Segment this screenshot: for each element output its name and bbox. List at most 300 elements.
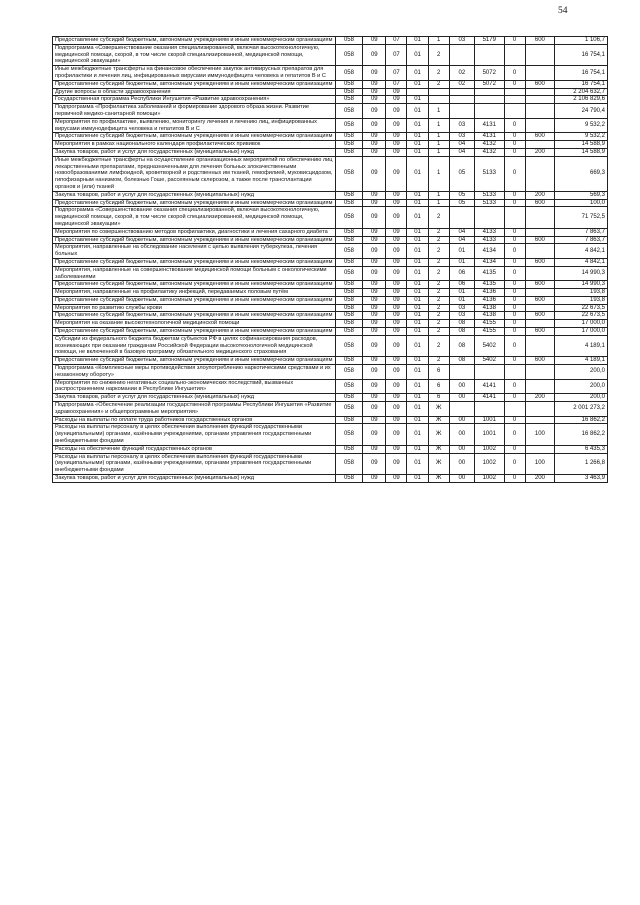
code-ministry: 058 [335,96,362,104]
code-subsection: 09 [386,88,407,96]
row-amount: 2 204 632,7 [555,88,608,96]
code-program: 01 [407,66,428,81]
code-subprogram: 1 [428,191,449,199]
code-subsection: 09 [386,357,407,365]
code-section: 09 [363,258,386,266]
code-expense-type: 600 [525,258,555,266]
row-amount: 16 862,2 [555,416,608,424]
code-event: 04 [449,236,474,244]
row-name: Расходы на выплаты персоналу в целях обеспечения выполнения функций государственными (муниципальными) органами, казёнными учреждениями, органами управления государственными внебюджетными фондами [53,424,336,445]
code-ministry: 058 [335,191,362,199]
code-expense-type: 100 [525,424,555,445]
row-name: Мероприятия по развитию службы крови [53,304,336,312]
code-program: 01 [407,357,428,365]
code-program: 01 [407,445,428,453]
code-event: 01 [449,289,474,297]
row-name: Предоставление субсидий бюджетным, автономным учреждениям и иным некоммерческим организациям [53,296,336,304]
code-event: 03 [449,118,474,133]
row-name: Расходы на обеспечение функций государственных органов [53,445,336,453]
code-subprogram: 1 [428,199,449,207]
row-name: Субсидии из федерального бюджета бюджетам субъектов РФ в целях софинансирования расходов, возникающих при оказании гражданам Российской Федерации высокотехнологичной медицинской помощи, не включенной в базовую программу обязательного медицинского страхования [53,335,336,356]
table-row [53,416,608,424]
code-ministry: 058 [335,133,362,141]
code-section: 09 [363,328,386,336]
row-name: Иные межбюджетные трансферты на осуществление организационных мероприятий по обеспечению лиц лекарственными препаратами, предназначенными для лечения больных злокачественными новообразованиями лимфоидной, кроветворной и родственных им тканей, гемофилией, муковисцидозом, гипофизарным нанизмом, болезнью Гоше, рассеянным склерозом, а также после трансплантации органов и (или) тканей [53,156,336,191]
code-section: 09 [363,228,386,236]
code-event: 00 [449,424,474,445]
code-subsection: 09 [386,289,407,297]
code-program: 01 [407,156,428,191]
table-row [53,228,608,236]
code-direction: 4131 [474,118,504,133]
code-event: 08 [449,320,474,328]
code-program: 01 [407,312,428,320]
code-subsection: 09 [386,402,407,417]
code-subsection: 09 [386,244,407,259]
code-event: 00 [449,394,474,402]
code-subdirection [504,365,525,380]
code-program: 01 [407,80,428,88]
row-name: Мероприятия по профилактике, выявлению, мониторингу лечения и лечению лиц, инфицированных вирусами иммунодефицита человека и гепатитов В и С [53,118,336,133]
code-ministry: 058 [335,281,362,289]
code-subdirection [504,88,525,96]
code-ministry: 058 [335,88,362,96]
code-program: 01 [407,199,428,207]
code-direction: 4133 [474,228,504,236]
budget-table [52,36,608,483]
code-program: 01 [407,424,428,445]
code-direction [474,44,504,65]
row-amount: 9 532,2 [555,133,608,141]
budget-table-body [53,37,608,483]
row-amount: 16 862,2 [555,424,608,445]
table-row [53,96,608,104]
code-subsection: 09 [386,379,407,394]
code-direction [474,207,504,228]
code-subsection: 07 [386,44,407,65]
code-expense-type [525,416,555,424]
code-direction: 5402 [474,335,504,356]
row-name: Закупка товаров, работ и услуг для государственных (муниципальных) нужд [53,394,336,402]
code-ministry: 058 [335,156,362,191]
code-subsection: 09 [386,207,407,228]
code-event: 00 [449,379,474,394]
code-ministry: 058 [335,445,362,453]
code-direction [474,365,504,380]
code-subsection: 09 [386,304,407,312]
code-section: 09 [363,266,386,281]
code-ministry: 058 [335,236,362,244]
code-subprogram: Ж [428,402,449,417]
code-program: 01 [407,96,428,104]
code-direction: 1002 [474,453,504,474]
code-subprogram: 1 [428,148,449,156]
code-subdirection [504,96,525,104]
row-name: Подпрограмма «Профилактика заболеваний и формирование здорового образа жизни. Развитие первичной медико-санитарной помощи» [53,104,336,119]
code-section: 09 [363,133,386,141]
code-program: 01 [407,207,428,228]
code-section: 09 [363,281,386,289]
code-expense-type [525,402,555,417]
code-subdirection: 0 [504,266,525,281]
table-row [53,88,608,96]
table-row [53,244,608,259]
code-subdirection: 0 [504,199,525,207]
code-section: 09 [363,236,386,244]
code-expense-type [525,118,555,133]
code-ministry: 058 [335,141,362,149]
code-program: 01 [407,320,428,328]
code-subprogram: 2 [428,244,449,259]
code-direction: 5402 [474,357,504,365]
code-program [407,88,428,96]
code-ministry: 058 [335,80,362,88]
code-subprogram: 2 [428,44,449,65]
code-subsection: 09 [386,266,407,281]
table-row [53,236,608,244]
code-subprogram: 1 [428,156,449,191]
code-direction [474,96,504,104]
row-name: Иные межбюджетные трансферты на финансовое обеспечение закупок антивирусных препаратов для профилактики и лечения лиц, инфицированных вирусами иммунодефицита человека и гепатитов В и С [53,66,336,81]
row-amount: 14 990,3 [555,266,608,281]
code-subdirection: 0 [504,416,525,424]
row-name: Предоставление субсидий бюджетным, автономным учреждениям и иным некоммерческим организациям [53,199,336,207]
code-subdirection: 0 [504,133,525,141]
code-subsection: 09 [386,191,407,199]
code-subdirection: 0 [504,379,525,394]
row-name: Государственная программа Республики Ингушетия «Развитие здравоохранения» [53,96,336,104]
code-program: 01 [407,141,428,149]
row-name: Мероприятия по снижению негативных социально-экономических последствий, вызванных распространением наркомании в Республике Ингушетия» [53,379,336,394]
code-expense-type [525,44,555,65]
code-direction: 1001 [474,416,504,424]
row-amount: 4 842,1 [555,244,608,259]
code-subdirection: 0 [504,228,525,236]
code-program: 01 [407,244,428,259]
row-name: Закупка товаров, работ и услуг для государственных (муниципальных) нужд [53,191,336,199]
code-event: 04 [449,228,474,236]
code-subprogram: Ж [428,445,449,453]
code-expense-type [525,365,555,380]
code-ministry: 058 [335,416,362,424]
code-subsection: 09 [386,320,407,328]
code-subprogram: 1 [428,141,449,149]
code-subprogram: 2 [428,207,449,228]
code-ministry: 058 [335,228,362,236]
row-name: Другие вопросы в области здравоохранения [53,88,336,96]
code-subdirection: 0 [504,289,525,297]
code-expense-type [525,335,555,356]
row-amount: 200,0 [555,379,608,394]
table-row [53,66,608,81]
row-name: Предоставление субсидий бюджетным, автономным учреждениям и иным некоммерческим организациям [53,236,336,244]
code-event: 06 [449,266,474,281]
code-ministry: 058 [335,335,362,356]
code-ministry: 058 [335,424,362,445]
code-expense-type [525,104,555,119]
code-expense-type: 200 [525,191,555,199]
code-section: 09 [363,37,386,45]
table-row [53,156,608,191]
code-event [449,402,474,417]
code-ministry: 058 [335,394,362,402]
code-subprogram: 2 [428,281,449,289]
code-subprogram: 2 [428,266,449,281]
row-amount: 16 754,1 [555,44,608,65]
table-row [53,394,608,402]
code-ministry: 058 [335,199,362,207]
code-subsection: 09 [386,236,407,244]
code-subsection: 09 [386,312,407,320]
code-subprogram: 2 [428,320,449,328]
code-subprogram: 2 [428,335,449,356]
code-ministry: 058 [335,148,362,156]
row-amount: 4 189,1 [555,335,608,356]
row-name: Предоставление субсидий бюджетным, автономным учреждениям и иным некоммерческим организациям [53,133,336,141]
code-direction: 4136 [474,289,504,297]
code-subsection: 09 [386,453,407,474]
code-subdirection: 0 [504,394,525,402]
code-ministry: 058 [335,258,362,266]
code-event: 02 [449,66,474,81]
row-amount: 9 532,2 [555,118,608,133]
code-section: 09 [363,96,386,104]
code-event: 01 [449,244,474,259]
code-program: 01 [407,191,428,199]
code-expense-type: 600 [525,281,555,289]
code-section: 09 [363,416,386,424]
code-program: 01 [407,258,428,266]
code-event [449,88,474,96]
code-ministry: 058 [335,66,362,81]
code-subprogram: 1 [428,133,449,141]
row-amount: 200,0 [555,365,608,380]
row-amount: 24 790,4 [555,104,608,119]
table-row [53,453,608,474]
code-section: 09 [363,44,386,65]
code-direction: 4138 [474,312,504,320]
code-program: 01 [407,133,428,141]
code-section: 09 [363,296,386,304]
table-row [53,281,608,289]
row-amount: 4 842,1 [555,258,608,266]
code-subprogram: 2 [428,258,449,266]
code-subsection: 09 [386,296,407,304]
row-name: Мероприятия по совершенствованию методов профилактики, диагностики и лечения сахарного диабета [53,228,336,236]
table-row [53,296,608,304]
row-amount: 71 752,5 [555,207,608,228]
code-subprogram: Ж [428,453,449,474]
code-subprogram: 6 [428,379,449,394]
code-subdirection: 0 [504,475,525,483]
code-subsection: 09 [386,199,407,207]
code-subprogram: 2 [428,357,449,365]
code-section: 09 [363,445,386,453]
code-expense-type [525,244,555,259]
code-expense-type: 600 [525,37,555,45]
code-section: 09 [363,104,386,119]
code-subprogram: 2 [428,312,449,320]
code-subprogram: Ж [428,416,449,424]
code-ministry: 058 [335,320,362,328]
code-event: 01 [449,258,474,266]
code-subprogram: 2 [428,289,449,297]
code-expense-type [525,379,555,394]
code-subsection: 09 [386,148,407,156]
table-row [53,207,608,228]
code-program: 01 [407,266,428,281]
code-subsection: 09 [386,104,407,119]
row-amount: 22 673,5 [555,312,608,320]
table-row [53,199,608,207]
code-subsection: 09 [386,141,407,149]
code-section: 09 [363,244,386,259]
row-amount: 17 000,0 [555,320,608,328]
table-row [53,148,608,156]
code-expense-type [525,320,555,328]
code-subsection: 09 [386,328,407,336]
code-section: 09 [363,365,386,380]
code-subdirection: 0 [504,320,525,328]
row-name: Подпрограмма «Совершенствование оказания специализированной, включая высокотехнологичную, медицинской помощи, скорой, в том числе скорой специализированной, медицинской помощи, медицинской эвакуации» [53,44,336,65]
code-subdirection [504,207,525,228]
row-amount: 3 463,9 [555,475,608,483]
row-amount: 200,0 [555,394,608,402]
code-program: 01 [407,475,428,483]
code-direction [474,402,504,417]
code-direction: 4135 [474,281,504,289]
code-program: 01 [407,118,428,133]
code-direction: 4133 [474,236,504,244]
code-expense-type: 600 [525,296,555,304]
code-expense-type [525,88,555,96]
table-row [53,304,608,312]
code-section: 09 [363,141,386,149]
code-subdirection: 0 [504,304,525,312]
code-program: 01 [407,394,428,402]
table-row [53,289,608,297]
code-section: 09 [363,475,386,483]
code-subsection: 07 [386,66,407,81]
code-event: 05 [449,199,474,207]
code-ministry: 058 [335,104,362,119]
code-event: 06 [449,281,474,289]
code-direction [474,104,504,119]
code-ministry: 058 [335,402,362,417]
table-row [53,44,608,65]
code-ministry: 058 [335,207,362,228]
code-expense-type: 200 [525,475,555,483]
code-subdirection: 0 [504,258,525,266]
code-event: 00 [449,475,474,483]
code-program: 01 [407,365,428,380]
row-amount: 4 189,1 [555,357,608,365]
row-name: Предоставление субсидий бюджетным, автономным учреждениям и иным некоммерческим организациям [53,258,336,266]
code-subsection: 09 [386,156,407,191]
code-direction: 4134 [474,258,504,266]
table-row [53,320,608,328]
row-name: Предоставление субсидий бюджетным, автономным учреждениям и иным некоммерческим организациям [53,281,336,289]
code-program: 01 [407,328,428,336]
table-row [53,37,608,45]
code-subsection: 09 [386,228,407,236]
row-name: Мероприятия на оказание высокотехнологичной медицинской помощи [53,320,336,328]
code-direction: 5072 [474,80,504,88]
row-amount: 6 435,3 [555,445,608,453]
code-section: 09 [363,379,386,394]
row-name: Расходы на выплаты по оплате труда работников государственных органов [53,416,336,424]
code-ministry: 058 [335,365,362,380]
code-direction [474,88,504,96]
code-direction: 4155 [474,328,504,336]
code-event: 03 [449,312,474,320]
table-row [53,258,608,266]
code-expense-type: 600 [525,199,555,207]
row-amount: 7 863,7 [555,228,608,236]
code-expense-type [525,66,555,81]
code-ministry: 058 [335,328,362,336]
code-subsection: 09 [386,335,407,356]
table-row [53,191,608,199]
code-ministry: 058 [335,244,362,259]
row-name: Мероприятия, направленные на совершенствование медицинской помощи больным с онкологическими заболеваниями [53,266,336,281]
code-subprogram: 6 [428,365,449,380]
code-subdirection: 0 [504,37,525,45]
code-subdirection: 0 [504,191,525,199]
code-subsection: 09 [386,96,407,104]
code-subsection: 07 [386,37,407,45]
row-amount: 16 754,1 [555,66,608,81]
code-section: 09 [363,66,386,81]
row-name: Подпрограмма «Обеспечение реализации государственной программы Республики Ингушетия «Развитие здравоохранения» и общепрограммные мероприятия» [53,402,336,417]
row-name: Подпрограмма «Совершенствование оказания специализированной, включая высокотехнологичную, медицинской помощи, скорой, в том числе скорой специализированной, медицинской помощи, медицинской эвакуации» [53,207,336,228]
code-section: 09 [363,320,386,328]
code-section: 09 [363,207,386,228]
row-amount: 2 106 829,6 [555,96,608,104]
table-row [53,402,608,417]
code-expense-type: 100 [525,453,555,474]
code-event: 04 [449,141,474,149]
code-subprogram: Ж [428,424,449,445]
code-section: 09 [363,402,386,417]
code-ministry: 058 [335,312,362,320]
row-amount: 7 863,7 [555,236,608,244]
code-subdirection: 0 [504,453,525,474]
code-ministry: 058 [335,266,362,281]
code-event [449,96,474,104]
code-program: 01 [407,453,428,474]
code-ministry: 058 [335,357,362,365]
table-row [53,141,608,149]
table-row [53,312,608,320]
code-subdirection [504,402,525,417]
code-event [449,207,474,228]
row-name: Предоставление субсидий бюджетным, автономным учреждениям и иным некоммерческим организациям [53,328,336,336]
table-row [53,328,608,336]
code-direction: 5133 [474,156,504,191]
code-subdirection [504,104,525,119]
code-program: 01 [407,104,428,119]
code-subprogram: 2 [428,236,449,244]
row-name: Предоставление субсидий бюджетным, автономным учреждениям и иным некоммерческим организациям [53,37,336,45]
code-expense-type [525,141,555,149]
code-direction: 4134 [474,244,504,259]
code-subprogram: 2 [428,328,449,336]
code-expense-type [525,289,555,297]
row-name: Мероприятия в рамках национального календаря профилактических прививок [53,141,336,149]
code-section: 09 [363,80,386,88]
code-subsection: 09 [386,281,407,289]
